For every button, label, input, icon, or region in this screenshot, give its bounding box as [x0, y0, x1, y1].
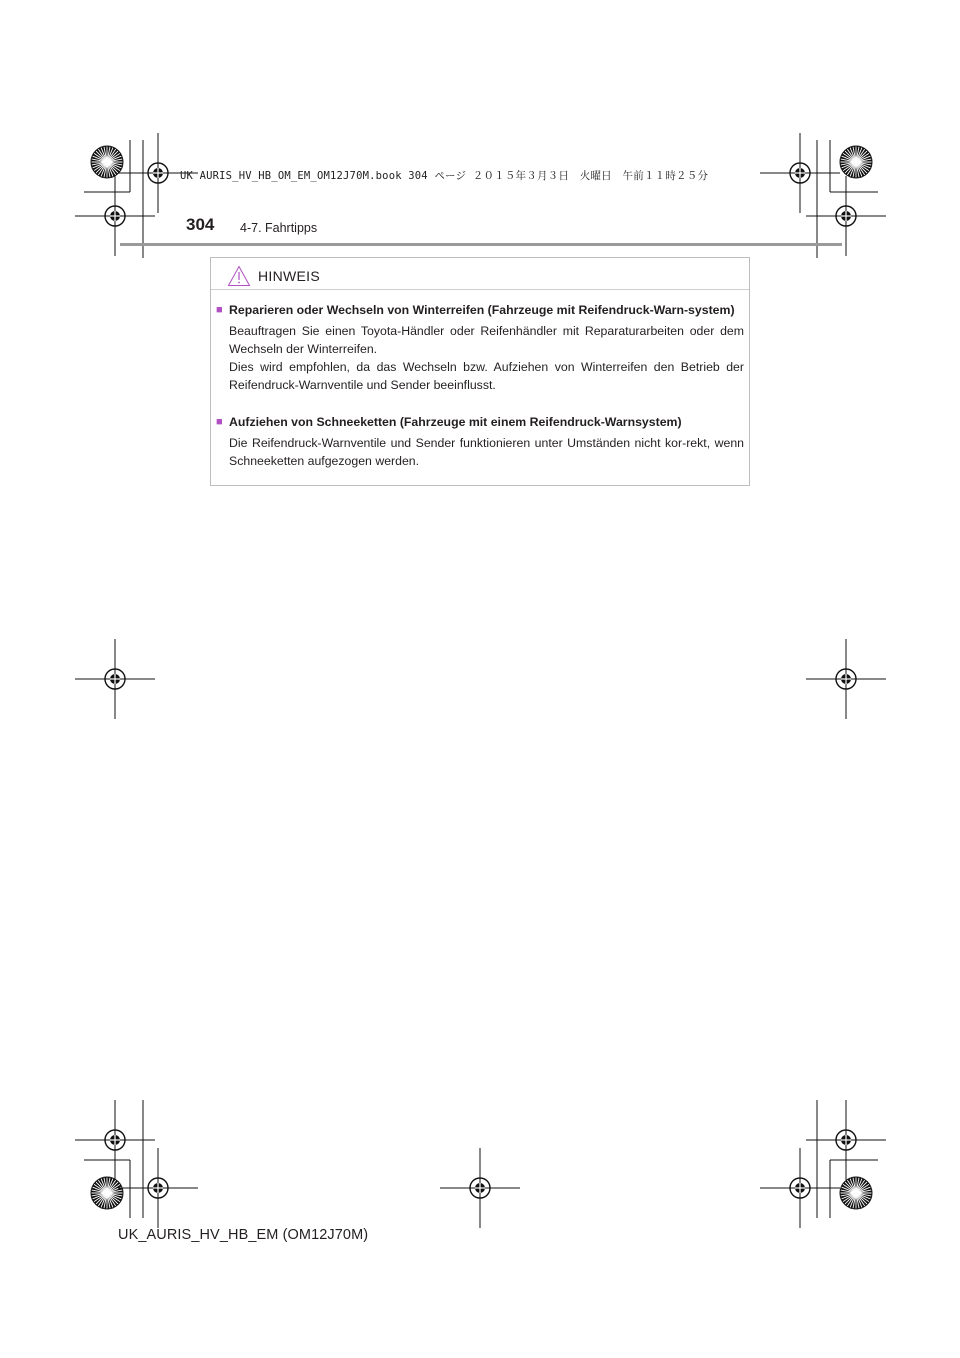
notice-label: HINWEIS	[258, 268, 320, 284]
notice-topic	[216, 413, 744, 470]
print-header-info: UK AURIS_HV_HB_OM_EM_OM12J70M.book 304 ページ ２０１５年３月３日 火曜日 午前１１時２５分	[180, 170, 709, 182]
square-bullet-icon: ■	[216, 416, 223, 428]
footer-document-id: UK_AURIS_HV_HB_EM (OM12J70M)	[118, 1227, 369, 1243]
topic-heading	[216, 413, 744, 431]
header-rule	[120, 243, 842, 246]
notice-divider	[211, 289, 749, 290]
topic-paragraph: Dies wird empfohlen, da das Wechseln bzw. Aufziehen von Winterreifen den Betrieb der Reifendruck-Warnventile und Sender beeinflusst.	[229, 360, 744, 392]
topic-heading-text: Aufziehen von Schneeketten (Fahrzeuge mit einem Reifendruck-Warnsystem)	[229, 415, 682, 429]
topic-heading	[216, 301, 744, 319]
section-title: 4-7. Fahrtipps	[240, 221, 318, 235]
topic-paragraph: Beauftragen Sie einen Toyota-Händler oder Reifenhändler mit Reparaturarbeiten oder dem Wechseln der Winterreifen.	[229, 324, 744, 356]
warning-triangle-icon	[227, 265, 251, 287]
page-number: 304	[186, 215, 215, 234]
notice-header	[227, 264, 320, 288]
topic-body	[229, 322, 744, 394]
notice-topic	[216, 301, 744, 394]
topic-paragraph: Die Reifendruck-Warnventile und Sender funktionieren unter Umständen nicht kor-rekt, wenn Schneeketten aufgezogen werden.	[229, 436, 744, 468]
topic-heading-text: Reparieren oder Wechseln von Winterreifen (Fahrzeuge mit Reifendruck-Warn-system)	[229, 303, 735, 317]
topic-body	[229, 434, 744, 470]
notice-box	[210, 257, 750, 486]
square-bullet-icon: ■	[216, 304, 223, 316]
